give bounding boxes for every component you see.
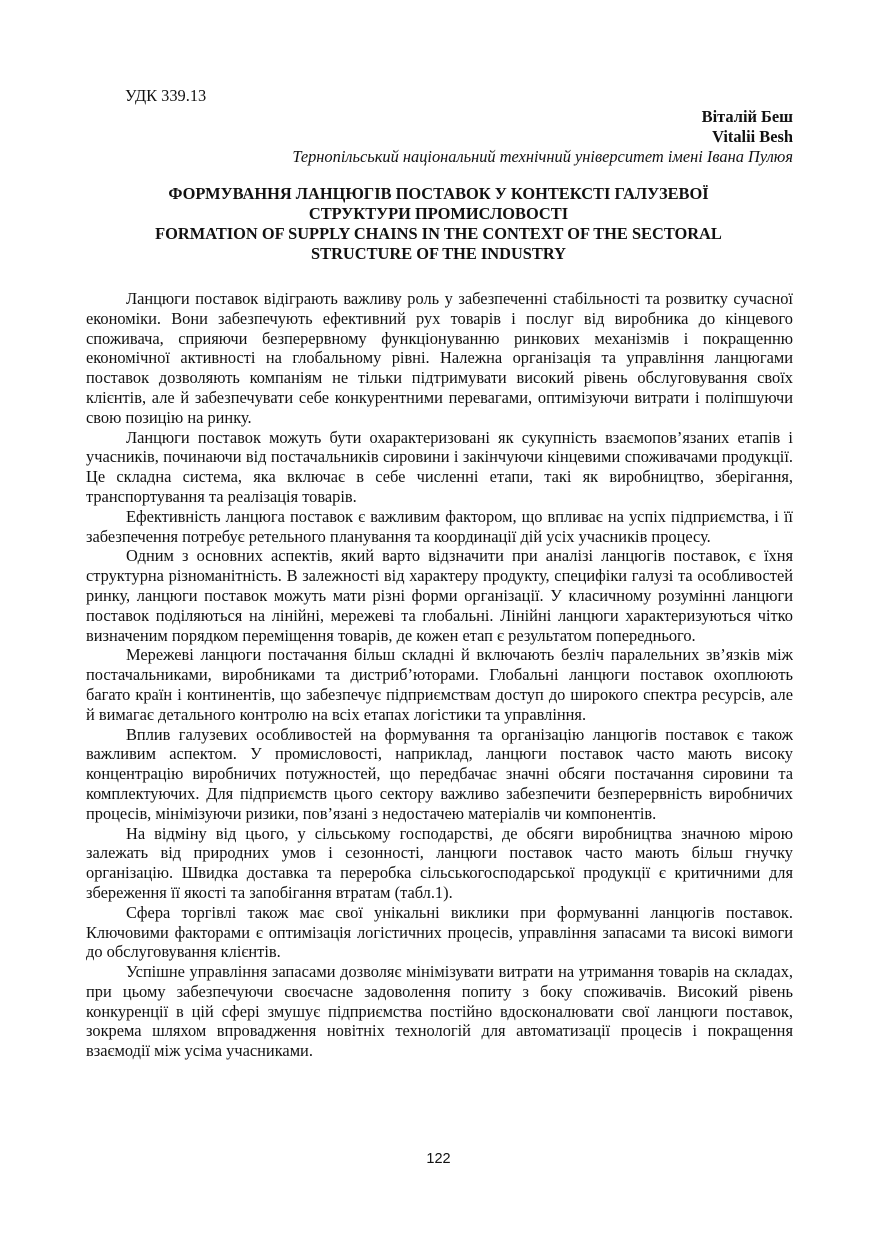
title-uk-line-1: ФОРМУВАННЯ ЛАНЦЮГІВ ПОСТАВОК У КОНТЕКСТІ ГАЛУЗЕВОЇ <box>168 184 709 203</box>
body-paragraph: Ланцюги поставок відіграють важливу роль у забезпеченні стабільності та розвитку сучасної економіки. Вони забезпечують ефективний рух товарів і послуг від виробника до кінцевого споживача, сприяючи безперервному функціонуванню ринкових механізмів і покращенню економічної активності на глобальному рівні. Належна організація та управління ланцюгами поставок дозволяють компаніям не тільки підтримувати високий рівень обслуговування своїх клієнтів, але й забезпечувати себе конкурентними перевагами, оптимізуючи витрати і поліпшуючи свою позицію на ринку. <box>86 289 793 427</box>
body-paragraph: Вплив галузевих особливостей на формування та організацію ланцюгів поставок є також важливим аспектом. У промисловості, наприклад, ланцюги поставок часто мають високу концентрацію виробничих потужностей, що передбачає значні обсяги постачання сировини та комплектуючих. Для підприємств цього сектору важливо забезпечити безперервність виробничих процесів, мінімізуючи ризики, пов’язані з недостачею матеріалів чи компонентів. <box>86 724 793 823</box>
body-paragraph: Ефективність ланцюга поставок є важливим фактором, що впливає на успіх підприємства, і її забезпечення потребує ретельного планування та координації дій усіх учасників процесу. <box>86 506 793 546</box>
author-name-en: Vitalii Besh <box>712 127 793 146</box>
title-en-line-1: FORMATION OF SUPPLY CHAINS IN THE CONTEXT OF THE SECTORAL <box>155 224 722 243</box>
author-affiliation: Тернопільський національний технічний університет імені Івана Пулюя <box>292 147 793 166</box>
title-en-line-2: STRUCTURE OF THE INDUSTRY <box>311 244 566 263</box>
body-paragraph: Сфера торгівлі також має свої унікальні виклики при формуванні ланцюгів поставок. Ключовими факторами є оптимізація логістичних процесів, управління запасами та високі вимоги до обслуговування клієнтів. <box>86 902 793 962</box>
page-number: 122 <box>426 1151 451 1167</box>
article-body <box>86 289 793 1061</box>
body-paragraph: Ланцюги поставок можуть бути охарактеризовані як сукупність взаємопов’язаних етапів і учасників, починаючи від постачальників сировини і закінчуючи кінцевими споживачами продукції. Це складна система, яка включає в себе численні етапи, такі як виробництво, зберігання, транспортування та реалізація товарів. <box>86 427 793 506</box>
body-paragraph: Успішне управління запасами дозволяє мінімізувати витрати на утримання товарів на складах, при цьому забезпечуючи своєчасне задоволення попиту з боку споживачів. Високий рівень конкуренції в цій сфері змушує підприємства постійно вдосконалювати свої ланцюги поставок, зокрема шляхом впровадження новітніх технологій для автоматизації процесів і покращення взаємодії між усіма учасниками. <box>86 962 793 1061</box>
author-name-uk: Віталій Беш <box>701 107 793 126</box>
body-paragraph: Одним з основних аспектів, який варто відзначити при аналізі ланцюгів поставок, є їхня структурна різноманітність. В залежності від характеру продукту, специфіки галузі та особливостей ринку, ланцюги поставок можуть мати різні форми організації. У класичному розумінні ланцюги поставок поділяються на лінійні, мережеві та глобальні. Лінійні ланцюги характеризуються чітко визначеним порядком переміщення товарів, де кожен етап є результатом попереднього. <box>86 546 793 645</box>
body-paragraph: Мережеві ланцюги постачання більш складні й включають безліч паралельних зв’язків між постачальниками, виробниками та дистриб’юторами. Глобальні ланцюги поставок охоплюють багато країн і континентів, що забезпечує підприємствам доступ до широкого спектра ресурсів, але й вимагає детального контролю на всіх етапах логістики та управління. <box>86 645 793 724</box>
body-paragraph: На відміну від цього, у сільському господарстві, де обсяги виробництва значною мірою залежать від природних умов і сезонності, ланцюги поставок часто мають більш гнучку організацію. Швидка доставка та переробка сільськогосподарської продукції є критичними для збереження її якості та запобігання втратам (табл.1). <box>86 823 793 902</box>
title-uk-line-2: СТРУКТУРИ ПРОМИСЛОВОСТІ <box>308 204 569 223</box>
paper-title <box>100 184 777 264</box>
udk-code: УДК 339.13 <box>125 86 207 105</box>
